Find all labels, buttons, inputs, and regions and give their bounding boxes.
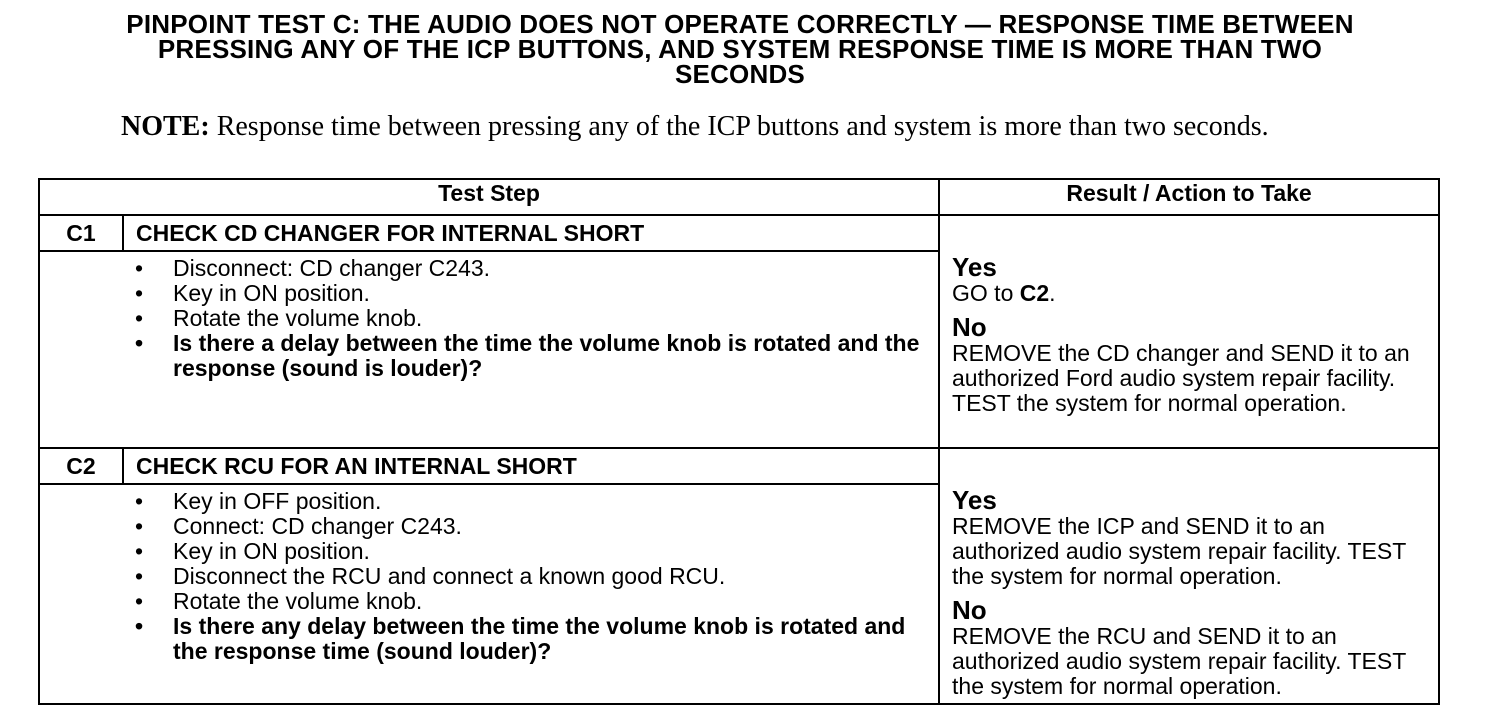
list-item: • Disconnect the RCU and connect a known good RCU. [135,563,726,589]
step-c1-result [939,215,1439,448]
list-item: • Key in ON position. [135,280,370,306]
title-line-2: PRESSING ANY OF THE ICP BUTTONS, AND SYSTEM RESPONSE TIME IS MORE THAN TWO [157,34,1323,64]
list-item: • Key in OFF position. [135,488,382,514]
list-item: • Disconnect: CD changer C243. [135,255,491,281]
yes-action: GO to C2. [952,280,1056,306]
yes-label: Yes [952,485,997,515]
list-item: • Rotate the volume knob. [135,305,423,331]
step-c2-body [123,484,939,704]
step-question: • Is there a delay between the time the volume knob is rotated and the response (sound is louder)? [135,330,920,381]
list-item: • Rotate the volume knob. [135,588,423,614]
no-action: REMOVE the CD changer and SEND it to an authorized Ford audio system repair facility. TEST the system for normal operation. [952,340,1410,416]
step-title: CHECK CD CHANGER FOR INTERNAL SHORT [123,215,939,251]
step-c1-title-row [39,215,1439,251]
step-title: CHECK RCU FOR AN INTERNAL SHORT [123,448,939,484]
step-c2-title-row [39,448,1439,484]
step-id: C1 [39,215,123,251]
step-c1-body [123,251,939,448]
pinpoint-test-table [38,178,1440,705]
no-action: REMOVE the RCU and SEND it to an authorized audio system repair facility. TEST the system for normal operation. [952,623,1406,699]
table-header-row [39,179,1439,215]
list-item: • Connect: CD changer C243. [135,513,462,539]
step-c1-spacer [39,251,123,448]
step-c2-spacer [39,484,123,704]
step-c1-bullets [123,252,938,381]
list-item: • Key in ON position. [135,538,370,564]
yes-label: Yes [952,252,997,282]
note [121,112,1321,142]
step-id: C2 [39,448,123,484]
header-test-step: Test Step [39,179,939,215]
step-question: • Is there any delay between the time the volume knob is rotated and the response time (sound louder)? [135,613,906,664]
step-c2-result [939,448,1439,704]
step-c2-bullets [123,485,938,664]
note-text: Response time between pressing any of the ICP buttons and system is more than two seconds. [216,111,1269,142]
no-label: No [952,312,987,342]
title-line-3: SECONDS [675,59,805,89]
header-result: Result / Action to Take [939,179,1439,215]
page-title [40,9,1440,89]
yes-action: REMOVE the ICP and SEND it to an authorized audio system repair facility. TEST the system for normal operation. [952,513,1406,589]
no-label: No [952,595,987,625]
note-label: NOTE: [121,111,210,142]
title-line-1: PINPOINT TEST C: THE AUDIO DOES NOT OPERATE CORRECTLY — RESPONSE TIME BETWEEN [126,9,1354,39]
